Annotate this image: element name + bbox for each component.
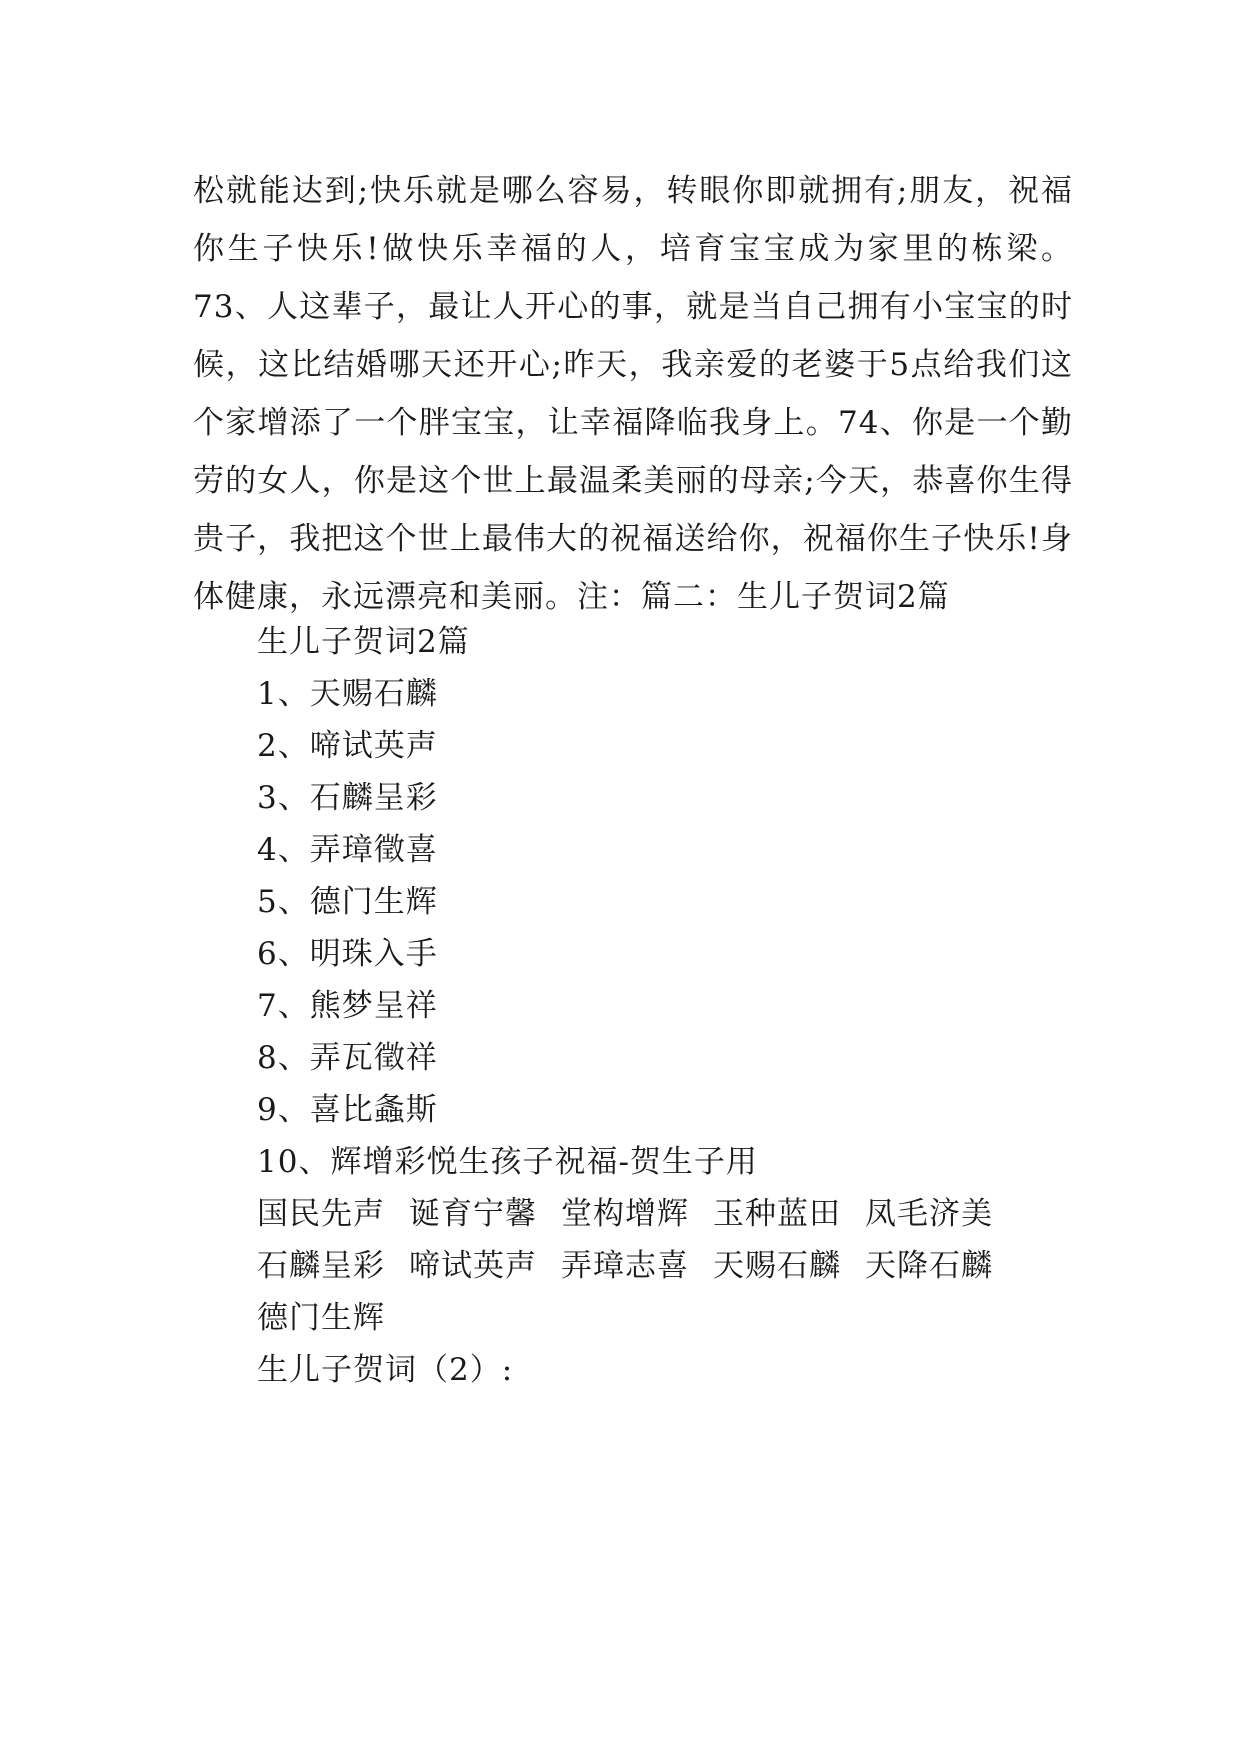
phrase: 石麟呈彩 [257,1248,385,1284]
list-item: 7、熊梦呈祥 [257,988,438,1024]
list-item: 9、喜比螽斯 [257,1092,438,1128]
phrase-row [257,1246,1017,1286]
section-heading: 生儿子贺词2篇 [257,624,470,660]
list-item: 2、啼试英声 [257,728,438,764]
phrase: 凤毛济美 [865,1196,993,1232]
list-item: 5、德门生辉 [257,884,438,920]
list-item: 8、弄瓦徵祥 [257,1040,438,1076]
phrase: 德门生辉 [257,1300,385,1336]
list-item: 3、石麟呈彩 [257,780,438,816]
phrase: 弄璋志喜 [561,1248,689,1284]
list-item: 1、天赐石麟 [257,676,438,712]
phrase: 天赐石麟 [713,1248,841,1284]
phrase: 国民先声 [257,1196,385,1232]
phrase: 堂构增辉 [561,1196,689,1232]
phrase-row [257,1194,1017,1234]
phrase: 啼试英声 [409,1248,537,1284]
list-item: 10、辉增彩悦生孩子祝福-贺生子用 [257,1144,758,1180]
phrase-row [257,1298,409,1338]
list-item: 6、明珠入手 [257,936,438,972]
body-paragraph: 松就能达到;快乐就是哪么容易，转眼你即就拥有;朋友，祝福你生子快乐!做快乐幸福的人，培育宝宝成为家里的栋梁。73、人这辈子，最让人开心的事，就是当自己拥有小宝宝的时候，这比结婚哪天还开心;昨天，我亲爱的老婆于5点给我们这个家增添了一个胖宝宝，让幸福降临我身上。74、你是一个勤劳的女人，你是这个世上最温柔美丽的母亲;今天，恭喜你生得贵子，我把这个世上最伟大的祝福送给你，祝福你生子快乐!身体健康，永远漂亮和美丽。注：篇二：生儿子贺词2篇 [193,173,1073,615]
list-item: 4、弄璋徵喜 [257,832,438,868]
phrase: 天降石麟 [865,1248,993,1284]
subheading: 生儿子贺词（2）: [257,1352,514,1388]
phrase: 诞育宁馨 [409,1196,537,1232]
phrase: 玉种蓝田 [713,1196,841,1232]
